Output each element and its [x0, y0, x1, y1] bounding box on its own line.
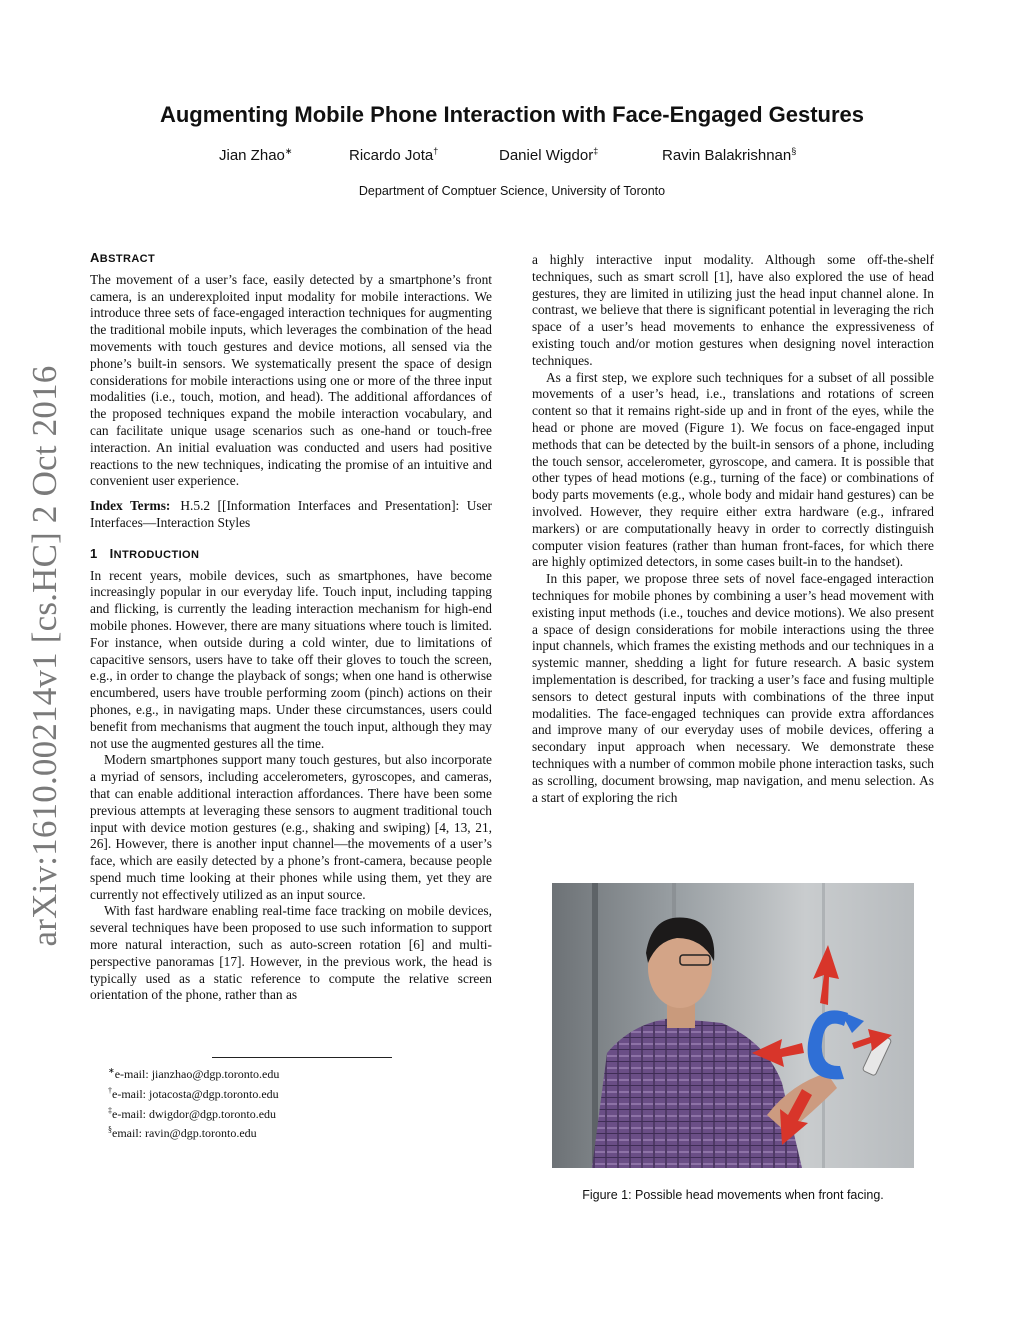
index-terms-text: H.5.2 [[Information Interfaces and Presentation]: User Interfaces—Interaction Styles	[90, 498, 492, 530]
index-terms-label: Index Terms:	[90, 498, 171, 514]
footnotes	[108, 1063, 488, 1142]
figure-1-photo	[552, 883, 914, 1168]
footnote-2: †e-mail: jotacosta@dgp.toronto.edu	[108, 1085, 279, 1101]
intro-paragraph-2: Modern smartphones support many touch gestures, but also incorporate a myriad of sensors, including accelerometers, gyroscopes, and cameras, that can enable additional interaction affordances. There have been some previous attempts at leveraging these sensors to augment traditional touch input with device motion gestures (e.g., shaking and swiping) [4, 13, 21, 26]. However, there is another input channel—the movements of a user’s face, which are easily detected by a phone’s front-camera, because people spend much time looking at their phones while using them, yet they are currently not effectively utilized as an input source.	[90, 752, 492, 902]
intro-paragraph-5: As a first step, we explore such techniques for a subset of all possible movements of a user’s head, i.e., translations and rotations of screen content so that it remains right-side up and in front of the eyes, while the head or phone are moved (Figure 1). We focus on face-engaged input methods that can be detected by the built-in sensors of a phone, including the touch sensor, accelerometer, gyroscope, and camera. It is possible that other types of head motions (e.g., turning of the face) or combinations of body parts movements (e.g., whole body and midair hand gestures) can be involved. However, they require either extra hardware (e.g., infrared markers) or are computationally heavy in order to correctly distinguish computer vision features (rather than human front-faces, for which there are highly optimized detectors, in some cases built-in to the handset).	[532, 369, 934, 570]
intro-paragraph-4: a highly interactive input modality. Although some off-the-shelf techniques, such as smart scroll [1], have also explored the use of head gestures, they are limited in utilizing just the head input channel alone. In contrast, we believe that there is significant potential in leveraging the rich space of a user’s head movements to enhance the expressiveness of existing touch and/or motion gestures when designing novel interaction techniques.	[532, 252, 934, 368]
author-3: Daniel Wigdor‡	[499, 146, 599, 164]
figure-1-caption: Figure 1: Possible head movements when front facing.	[582, 1188, 884, 1202]
affiliation: Department of Comptuer Science, University of Toronto	[358, 184, 666, 198]
intro-paragraph-1: In recent years, mobile devices, such as smartphones, have become increasingly popular in our everyday life. Touch input, including tapping and flicking, is currently the leading interaction mechanism for high-end mobile phones. However, there are many situations where touch is limited. For instance, when outside during a cold winter, due to limitations of capacitive sensors, users have to take off their gloves to touch the screen, e.g., in order to change the playback of songs; when one hand is otherwise encumbered, users have trouble performing zoom (pinch) actions on their phones, e.g., in navigating maps. Under these circumstances, users could benefit from mechanisms that augment the touch input, although they may not use the augmented gestures all the time.	[90, 567, 492, 751]
right-column	[532, 252, 934, 806]
figure-photo-illustration	[552, 883, 914, 1168]
author-4: Ravin Balakrishnan§	[662, 146, 797, 164]
footnote-1: ∗e-mail: jianzhao@dgp.toronto.edu	[108, 1066, 280, 1081]
footnote-3: ‡e-mail: dwigdor@dgp.toronto.edu	[108, 1105, 277, 1121]
abstract-text: The movement of a user’s face, easily detected by a smartphone’s front camera, is an underexploited input modality for mobile interactions. We introduce three sets of face-engaged interaction techniques for augmenting the traditional mobile inputs, which leverages the combination of the head movements with touch gestures and device motions, all sensed via the phone’s built-in sensors. We systematically present the space of design considerations for mobile interactions using one or more of the three input modalities (i.e., touch, motion, and head). The additional affordances of the proposed techniques expand the mobile interaction vocabulary, and can facilitate unique usage scenarios such as one-hand or touch-free interaction. An initial evaluation was conducted and users had positive reactions to the new techniques, indicating the promise of an intuitive and convenient user experience.	[90, 271, 492, 489]
author-list	[212, 146, 852, 168]
footnote-divider	[212, 1057, 392, 1058]
paper-title: Augmenting Mobile Phone Interaction with Face-Engaged Gestures	[159, 102, 865, 127]
left-column	[90, 250, 492, 1004]
index-terms	[90, 498, 492, 532]
intro-paragraph-3: With fast hardware enabling real-time face tracking on mobile devices, several techniques have been proposed to use such information to support more natural interaction, such as auto-screen rotation [6] and multi-perspective panoramas [17]. However, in the previous work, the head is typically used as a static reference to compute the relative screen orientation of the phone, rather than as	[90, 903, 492, 1003]
abstract-heading: ABSTRACT	[90, 250, 156, 265]
author-2: Ricardo Jota†	[349, 146, 439, 164]
introduction-heading: 1 INTRODUCTION	[90, 545, 200, 561]
footnote-4: §email: ravin@dgp.toronto.edu	[108, 1125, 257, 1141]
author-1: Jian Zhao∗	[219, 146, 293, 164]
arxiv-identifier: arXiv:1610.00214v1 [cs.HC] 2 Oct 2016	[25, 365, 64, 947]
intro-paragraph-6: In this paper, we propose three sets of novel face-engaged interaction techniques for mobile phones by combining a user’s head movement with existing input methods (i.e., touches and device motions). We also present a space of design considerations for mobile interactions using the three input channels, which frames the existing methods and our techniques in a systemic manner, shedding a light for future research. A basic system implementation is described, for tracking a user’s face and fusing multiple sensors to detect gestural inputs with combinations of the three input modalities. The face-engaged techniques can provide extra affordances and improve many of our everyday uses of mobile devices, offering a secondary input approach when necessary. We demonstrate these techniques with a number of common mobile phone interaction tasks, such as scrolling, document browsing, map navigation, and menu selection. As a start of exploring the rich	[532, 571, 934, 805]
